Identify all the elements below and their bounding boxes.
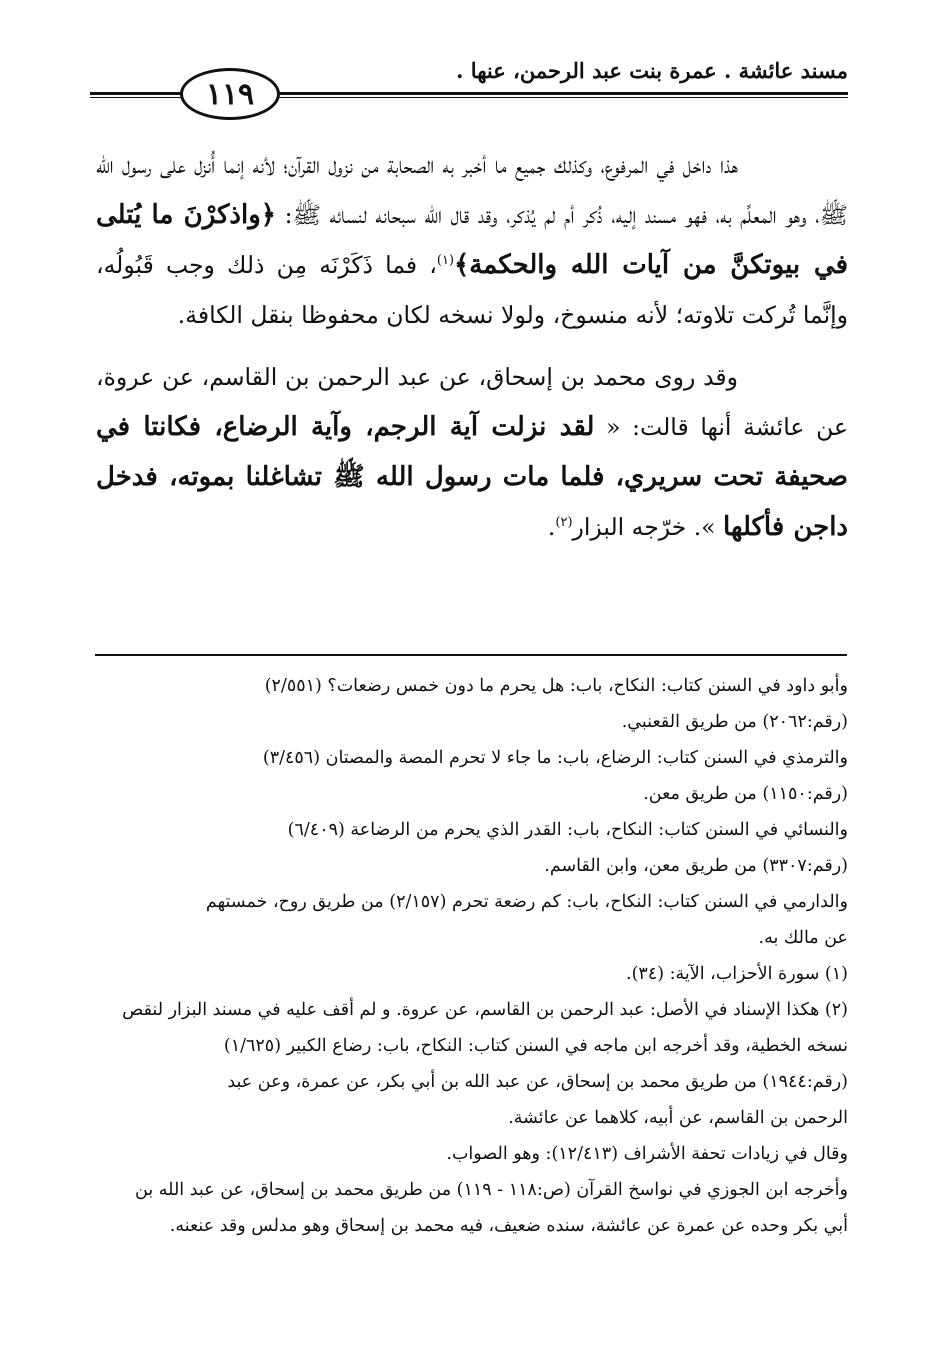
header-rule	[270, 92, 848, 95]
text-run: ». خرّجه البزار	[572, 513, 724, 541]
footnote-line: (رقم:٣٣٠٧) من طريق معن، وابن القاسم.	[544, 856, 848, 876]
main-text	[96, 140, 848, 552]
footnote-line: أبي بكر وحده عن عمرة عن عائشة، سنده ضعيف، فيه محمد بن إسحاق وهو مدلس وقد عنعنه.	[169, 1216, 848, 1236]
footnote-line: وقال في زيادات تحفة الأشراف (١٢/٤١٣): وهو الصواب.	[446, 1144, 848, 1164]
footnote-line: والنسائي في السنن كتاب: النكاح، باب: القدر الذي يحرم من الرضاعة (٦/٤٠٩)	[287, 820, 848, 840]
page-header	[0, 0, 938, 130]
page-number: ١١٩	[180, 68, 280, 120]
footnote-line: عن مالك به.	[758, 928, 848, 948]
header-rule	[90, 97, 190, 98]
footnote-2: (٢) هكذا الإسناد في الأصل: عبد الرحمن بن القاسم، عن عروة. و لم أقف عليه في مسند البزار لنقص	[122, 1000, 848, 1020]
footnote-line: وأبو داود في السنن كتاب: النكاح، باب: هل يحرم ما دون خمس رضعات؟ (٢/٥٥١)	[264, 676, 848, 696]
footnote-line: الرحمن بن القاسم، عن أبيه، كلاهما عن عائشة.	[508, 1108, 848, 1128]
footnote-ref: (١)	[436, 253, 455, 269]
footnote-ref: (٢)	[555, 515, 573, 531]
paragraph	[96, 352, 848, 552]
text-run: وقد روى محمد بن إسحاق، عن عبد الرحمن بن القاسم، عن عروة، عن عائشة أنها قالت: «	[96, 363, 848, 441]
footnotes	[96, 668, 848, 1244]
footnote-line: والدارمي في السنن كتاب: النكاح، باب: كم رضعة تحرم (٢/١٥٧) من طريق روح، خمستهم	[205, 892, 848, 912]
footnote-1: (١) سورة الأحزاب، الآية: (٣٤).	[626, 964, 848, 984]
text-run: هذا داخل في المرفوع، وكذلك جميع ما أخبر به الصحابة من نزول القرآن؛ لأنه إنما أُنزل على رسول الله ﷺ، وهو المعلِّم به، فهو مسند إليه، ذُكر أم لم يُذكر، وقد قال الله سبحانه لنسائه ﷺ:	[96, 151, 848, 229]
paragraph	[96, 140, 848, 340]
footnote-line: (رقم:٢٠٦٢) من طريق القعنبي.	[621, 712, 848, 732]
footnote-line: (رقم:١١٥٠) من طريق معن.	[643, 784, 848, 804]
hadith-text: لقد نزلت آية الرجم، وآية الرضاع، فكانتا في صحيفة تحت سريري، فلما مات رسول الله ﷺ تشاغلنا بموته، فدخل داجن فأكلها	[96, 412, 848, 542]
text-run: .	[547, 513, 556, 541]
footnote-line: والترمذي في السنن كتاب: الرضاع، باب: ما جاء لا تحرم المصة والمصتان (٣/٤٥٦)	[262, 748, 848, 768]
footnote-line: (رقم:١٩٤٤) من طريق محمد بن إسحاق، عن عبد الله بن أبي بكر، عن عمرة، وعن عبد	[227, 1072, 848, 1092]
header-rule	[90, 92, 190, 95]
header-rule	[270, 97, 848, 98]
footnote-line: وأخرجه ابن الجوزي في نواسخ القرآن (ص:١١٨ - ١١٩) من طريق محمد بن إسحاق، عن عبد الله بن	[135, 1180, 848, 1200]
quran-verse: ﴿واذكرْنَ ما يُتلى في بيوتكنَّ من آيات الله والحكمة﴾	[96, 200, 849, 280]
running-title: مسند عائشة . عمرة بنت عبد الرحمن، عنها .	[456, 58, 848, 83]
footnote-line: نسخه الخطية، وقد أخرجه ابن ماجه في السنن كتاب: النكاح، باب: رضاع الكبير (١/٦٢٥)	[223, 1036, 848, 1056]
text-run: ، فما ذَكَرْنَه مِن ذلك وجب قَبُولُه، وإنَّما تُركت تلاوته؛ لأنه منسوخ، ولولا نسخه لكان محفوظا بنقل الكافة.	[96, 251, 848, 329]
footnote-separator	[95, 654, 847, 656]
